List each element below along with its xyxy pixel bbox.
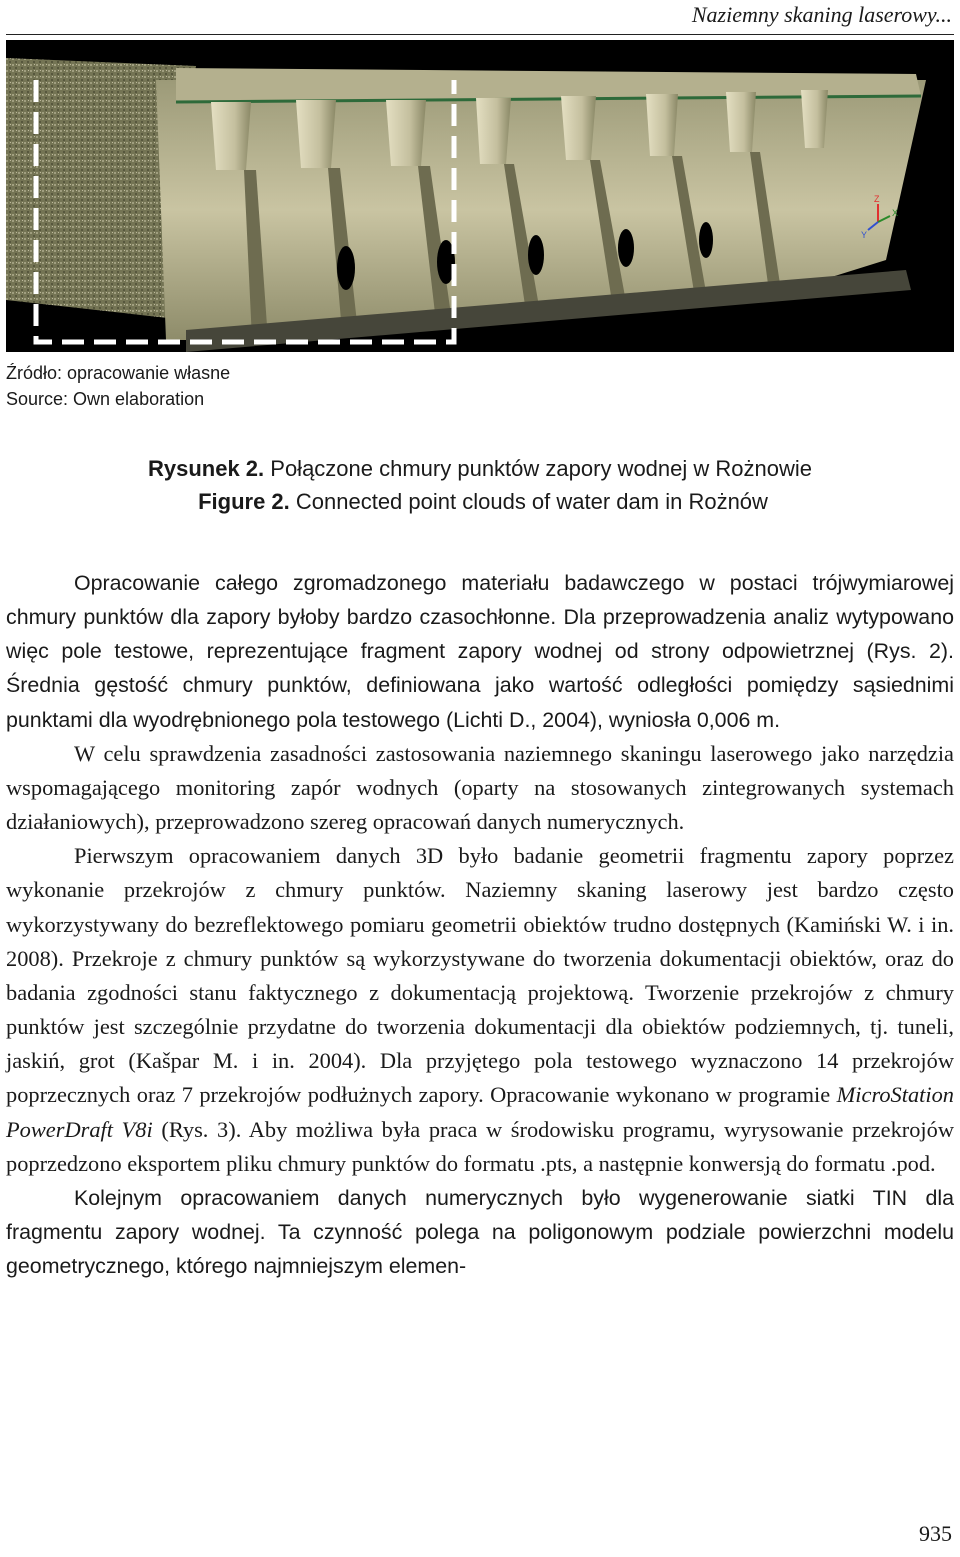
body-text (6, 566, 954, 1283)
software-name: MicroStation PowerDraft V8i (6, 1082, 954, 1142)
source-pl: Źródło: opracowanie własne (6, 363, 231, 383)
caption-en-text: Connected point clouds of water dam in Rożnów (289, 489, 768, 514)
page-number: 935 (919, 1521, 952, 1546)
caption-en-label: Figure 2. (198, 489, 290, 514)
paragraph-2: W celu sprawdzenia zasadności zastosowania naziemnego skaningu laserowego jako narzędzia wspomagającego monitoring zapór wodnych (oparty na stosowanych zintegrowanych systemach działaniowych), przeprowadzono szereg opracowań danych numerycznych. (6, 740, 954, 835)
paragraph-3 (6, 839, 954, 1181)
caption-pl-text: Połączone chmury punktów zapory wodnej w Rożnowie (264, 456, 812, 481)
caption-pl (0, 452, 960, 485)
figure-caption (0, 452, 960, 518)
axis-label-y: Y (861, 230, 868, 240)
source-en: Source: Own elaboration (6, 389, 205, 409)
figure-point-cloud (6, 40, 954, 352)
header-rule (6, 34, 954, 35)
paragraph-3-part-b: (Rys. 3). Aby możliwa była praca w środowisku programu, wyrysowanie przekrojów poprzedzono eksportem pliku chmury punktów do formatu .pts, a następnie konwersją do formatu .pod. (6, 1116, 954, 1176)
paragraph-4: Kolejnym opracowaniem danych numerycznych było wygenerowanie siatki TIN dla fragmentu zapory wodnej. Ta czynność polega na poligonowym podziale powierzchni modelu geometrycznego, którego najmniejszym elemen- (6, 1185, 954, 1279)
paragraph-1: Opracowanie całego zgromadzonego materiału badawczego w postaci trójwymiarowej chmury punktów dla zapory byłoby bardzo czasochłonne. Dla przeprowadzenia analiz wytypowano więc pole testowe, reprezentujące fragment zapory wodnej od strony odpowietrznej (Rys. 2). Średnia gęstość chmury punktów, definiowana jako wartość odległości pomiędzy sąsiednimi punktami dla wyodrębnionego pola testowego (Lichti D., 2004), wyniosła 0,006 m. (6, 571, 954, 732)
axis-label-x: X (892, 208, 899, 218)
figure-source (6, 360, 230, 412)
caption-en (0, 485, 960, 518)
axis-label-z: Z (874, 194, 880, 204)
paragraph-3-part-a: Pierwszym opracowaniem danych 3D było badanie geometrii fragmentu zapory poprzez wykonanie przekrojów z chmury punktów. Naziemny skaning laserowy jest bardzo często wykorzystywany do bezreflektowego pomiaru geometrii obiektów trudno dostępnych (Kamiński W. i in. 2008). Przekroje z chmury punktów są wykorzystywane do tworzenia dokumentacji obiektów, oraz do badania zgodności stanu faktycznego z dokumentacją projektową. Tworzenie przekrojów z chmury punktów jest szczególnie przydatne do tworzenia dokumentacji dla obiektów podziemnych, tj. tuneli, jaskiń, grot (Kašpar M. i in. 2004). Dla przyjętego pola testowego wyznaczono 14 przekrojów poprzecznych oraz 7 przekrojów podłużnych zapory. Opracowanie wykonano w programie (6, 843, 954, 1108)
running-header: Naziemny skaning laserowy... (691, 2, 952, 27)
caption-pl-label: Rysunek 2. (147, 456, 265, 481)
point-cloud-image (6, 40, 954, 352)
